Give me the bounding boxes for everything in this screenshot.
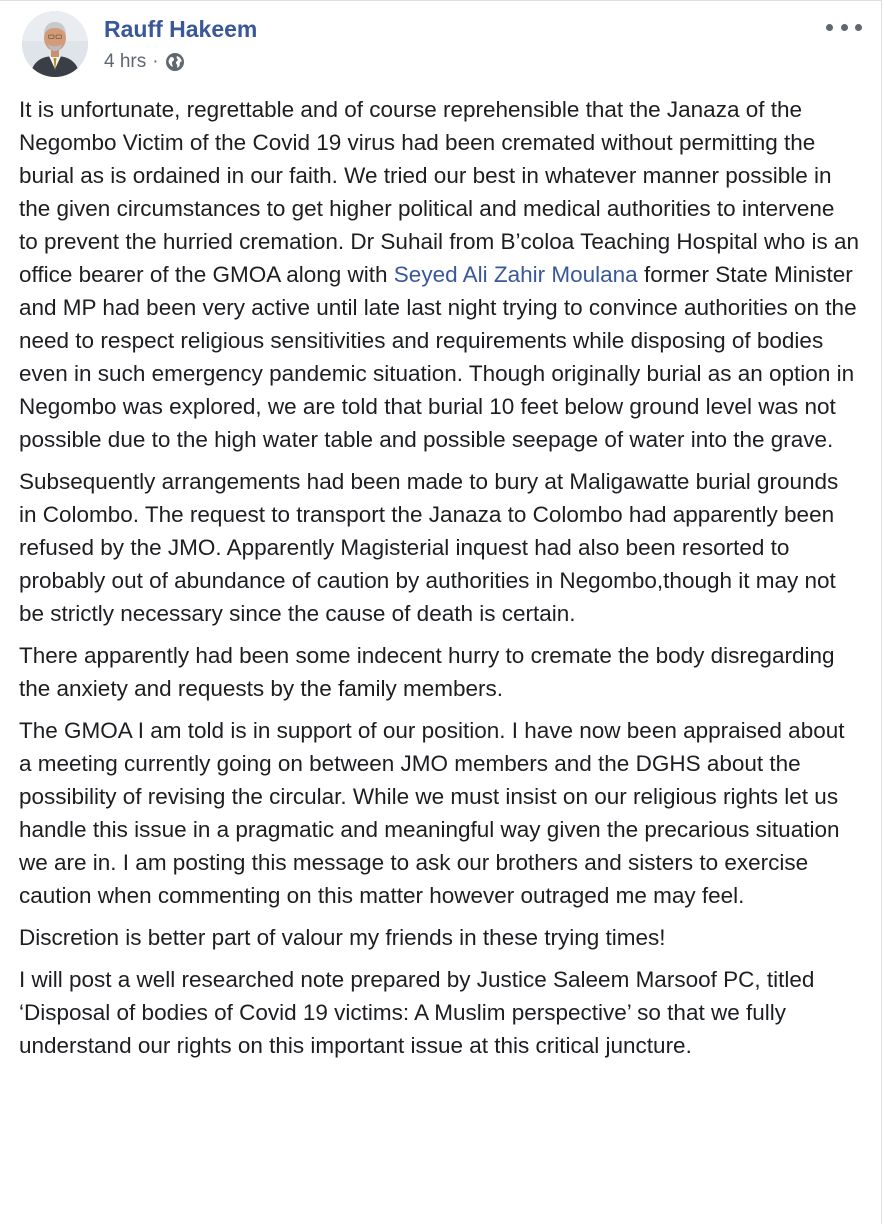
paragraph-text: former State Minister and MP had been very active until late last night trying to convince authorities on the need to respect religious sensitivities and requirements while disposing of bodies even in such emergency pandemic situation. Though originally burial as an option in Negombo was explored, we are told that burial 10 feet below ground level was not possible due to the high water table and possible seepage of water into the grave. [19, 262, 857, 452]
post-paragraph: The GMOA I am told is in support of our position. I have now been appraised about a meeting currently going on between JMO members and the DGHS about the possibility of revising the circular. While we must insist on our religious rights let us handle this issue in a pragmatic and meaningful way given the precarious situation we are in. I am posting this message to ask our brothers and sisters to exercise caution when commenting on this matter however outraged me may feel. [19, 718, 845, 908]
post-header [22, 11, 862, 83]
avatar[interactable] [22, 11, 88, 77]
more-dot [841, 24, 848, 31]
post-body [19, 93, 859, 1071]
post-paragraph: There apparently had been some indecent hurry to cremate the body disregarding the anxiety and requests by the family members. [19, 643, 835, 701]
post-paragraph: I will post a well researched note prepared by Justice Saleem Marsoof PC, titled ‘Disposal of bodies of Covid 19 victims: A Muslim perspective’ so that we fully understand our rights on this important issue at this critical juncture. [19, 967, 815, 1058]
paragraph-text: It is unfortunate, regrettable and of course reprehensible that the Janaza of the Negombo Victim of the Covid 19 virus had been cremated without permitting the burial as is ordained in our faith. We tried our best in whatever manner possible in the given circumstances to get higher political and medical authorities to intervene to prevent the hurried cremation. Dr Suhail from B’coloa Teaching Hospital who is an office bearer of the GMOA along with [19, 97, 860, 287]
more-options-icon[interactable] [826, 15, 862, 39]
more-dot [855, 24, 862, 31]
post-paragraph: Discretion is better part of valour my friends in these trying times! [19, 925, 666, 950]
profile-photo [22, 11, 88, 77]
post-timestamp[interactable]: 4 hrs [104, 51, 147, 72]
post-meta [104, 51, 185, 73]
meta-separator: · [152, 51, 159, 72]
globe-icon[interactable] [165, 52, 185, 72]
post-paragraph [19, 93, 859, 456]
post-paragraph: Subsequently arrangements had been made to bury at Maligawatte burial grounds in Colombo. The request to transport the Janaza to Colombo had apparently been refused by the JMO. Apparently Magisterial inquest had also been resorted to probably out of abundance of caution by authorities in Negombo,though it may not be strictly necessary since the cause of death is certain. [19, 469, 839, 626]
more-dot [826, 24, 833, 31]
mention-link[interactable]: Seyed Ali Zahir Moulana [393, 262, 638, 287]
author-name[interactable]: Rauff Hakeem [104, 16, 258, 42]
